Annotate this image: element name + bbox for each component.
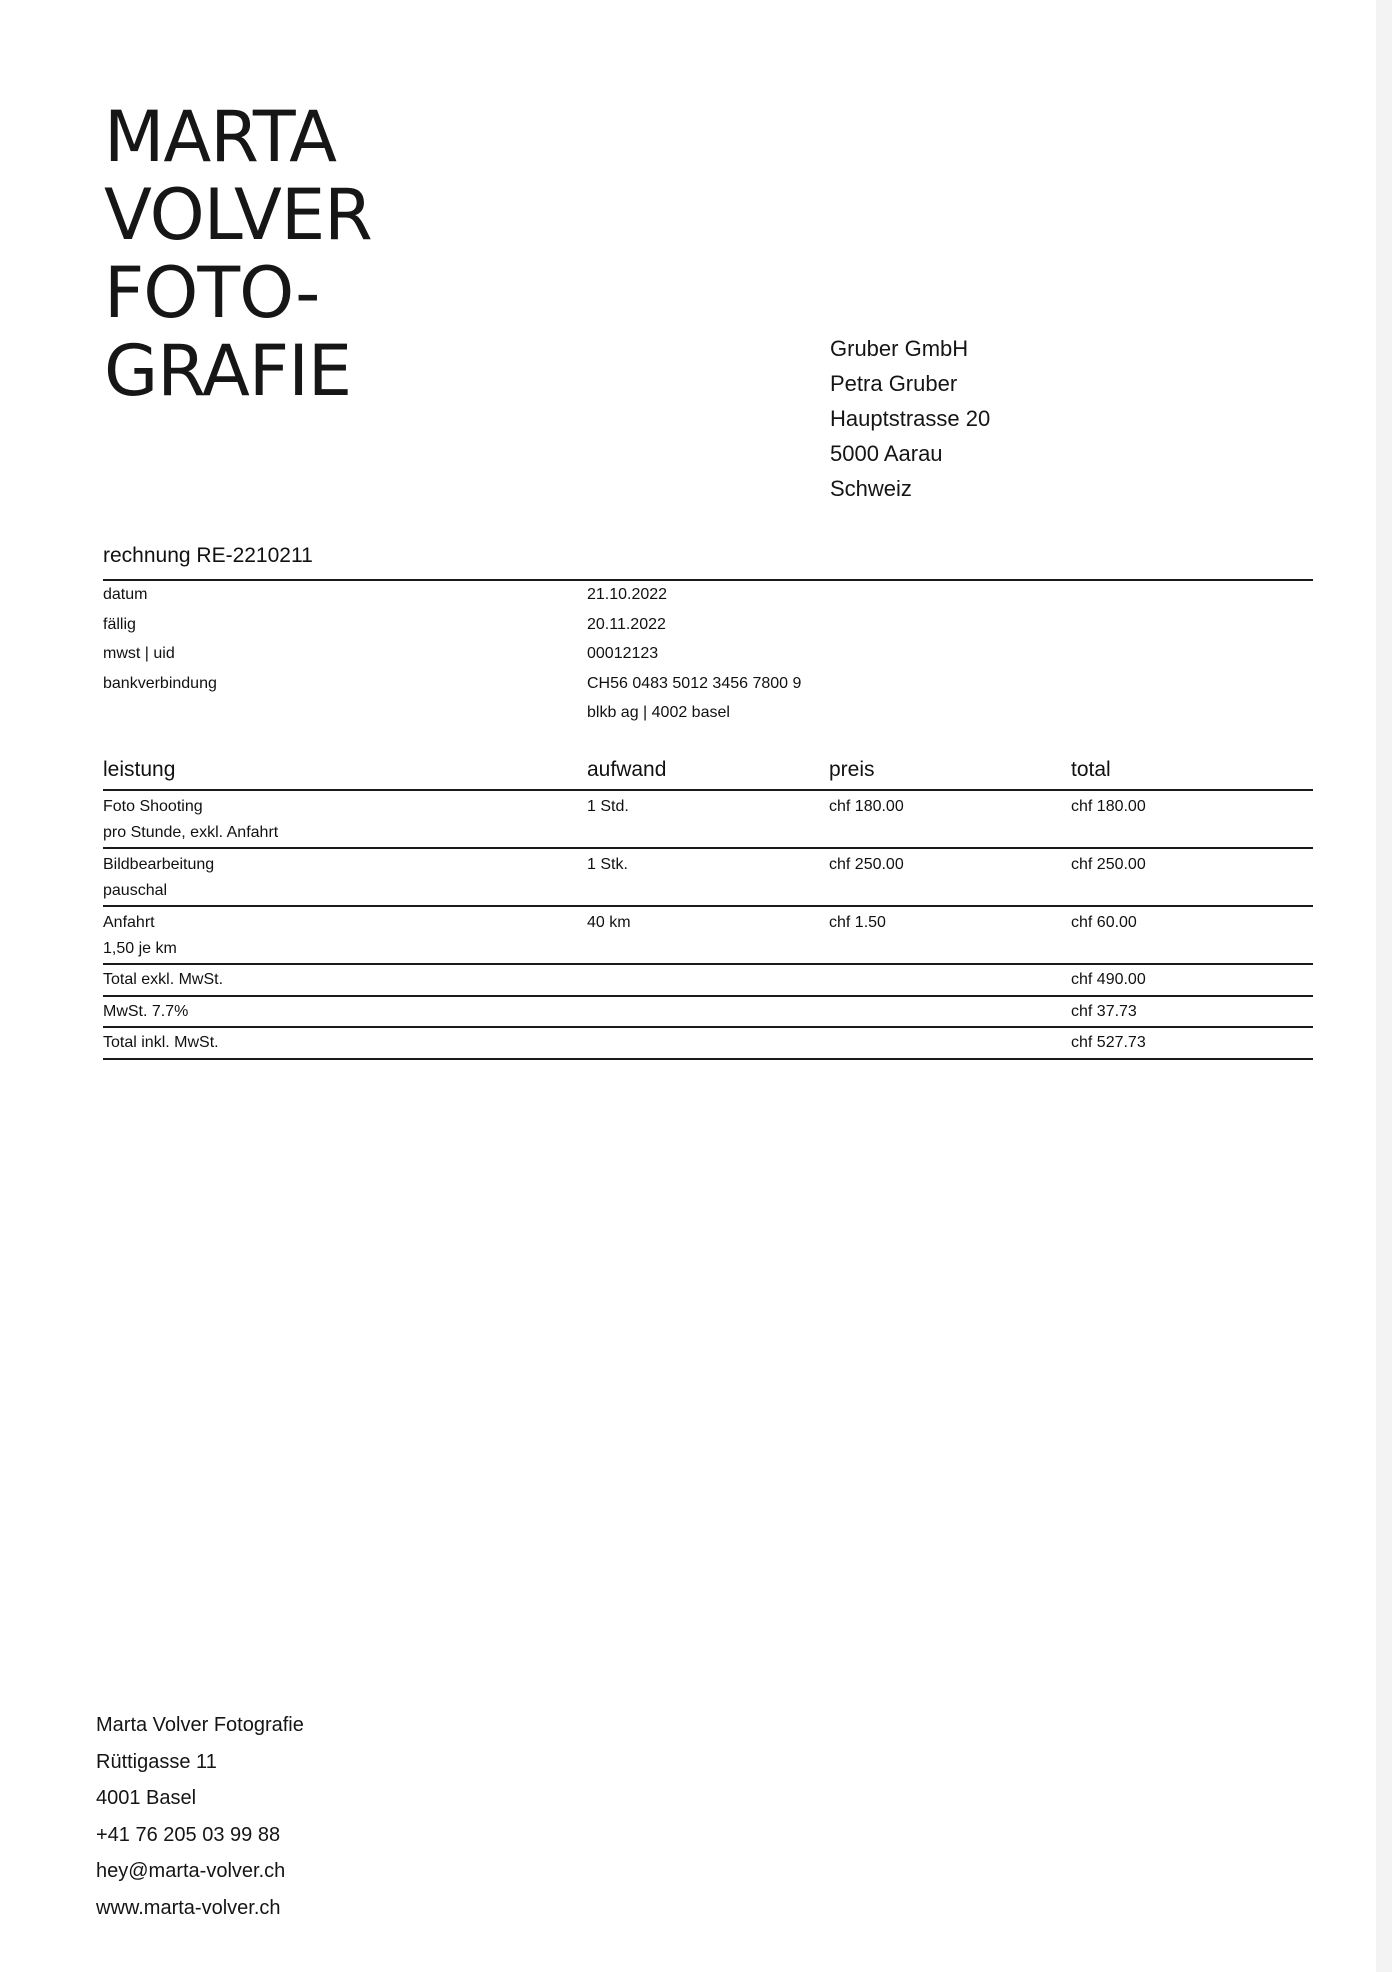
meta-value: blkb ag | 4002 basel <box>587 704 730 721</box>
invoice-meta <box>103 586 1313 734</box>
meta-row-date <box>103 586 1313 616</box>
meta-row-vat <box>103 645 1313 675</box>
summary-value: chf 37.73 <box>1071 1002 1137 1020</box>
summary-label: Total exkl. MwSt. <box>103 971 224 988</box>
summary-value: chf 490.00 <box>1071 971 1146 988</box>
item-total: chf 250.00 <box>1071 856 1146 873</box>
recipient-city: 5000 Aarau <box>830 441 943 466</box>
logo-line-1: MARTA <box>104 96 337 178</box>
footer-street: Rüttigasse 11 <box>96 1750 217 1773</box>
meta-row-bank-name <box>103 704 1313 734</box>
summary-value: chf 527.73 <box>1071 1034 1146 1051</box>
item-quantity: 1 Stk. <box>587 856 628 873</box>
item-description: pauschal <box>103 882 168 899</box>
footer-city: 4001 Basel <box>96 1787 197 1809</box>
summary-row-net <box>103 963 1313 995</box>
meta-label: mwst | uid <box>103 645 175 662</box>
item-description: 1,50 je km <box>103 940 177 957</box>
summary-label: MwSt. 7.7% <box>103 1002 189 1020</box>
meta-value: CH56 0483 5012 3456 7800 9 <box>587 674 802 692</box>
item-price: chf 1.50 <box>829 914 886 931</box>
meta-value: 21.10.2022 <box>587 586 668 603</box>
item-name: Foto Shooting <box>103 798 203 815</box>
invoice-title: rechnung RE-2210211 <box>103 544 313 567</box>
footer-email: hey@marta-volver.ch <box>96 1860 286 1882</box>
footer-name: Marta Volver Fotografie <box>96 1714 304 1736</box>
table-row <box>103 789 1313 847</box>
table-header <box>103 758 1313 789</box>
item-name: Anfahrt <box>103 914 155 931</box>
header-total: total <box>1071 758 1111 781</box>
meta-label: bankverbindung <box>103 674 217 692</box>
header-price: preis <box>829 758 875 781</box>
meta-label: datum <box>103 586 148 603</box>
summary-row-vat <box>103 995 1313 1027</box>
item-quantity: 40 km <box>587 914 631 931</box>
title-divider <box>103 579 1313 581</box>
item-total: chf 60.00 <box>1071 914 1137 931</box>
line-items-table <box>103 758 1313 1060</box>
footer-website: www.marta-volver.ch <box>96 1896 281 1919</box>
header-effort: aufwand <box>587 758 667 781</box>
item-total: chf 180.00 <box>1071 798 1146 815</box>
company-logo <box>104 98 372 410</box>
summary-label: Total inkl. MwSt. <box>103 1034 219 1051</box>
table-row <box>103 847 1313 905</box>
logo-line-3: FOTO- <box>104 252 320 334</box>
item-description: pro Stunde, exkl. Anfahrt <box>103 824 279 841</box>
meta-value: 20.11.2022 <box>587 615 666 633</box>
recipient-address <box>830 331 990 506</box>
recipient-company: Gruber GmbH <box>830 336 969 361</box>
item-quantity: 1 Std. <box>587 798 629 815</box>
logo-line-4: GRAFIE <box>104 330 352 412</box>
summary-row-gross <box>103 1026 1313 1060</box>
header-service: leistung <box>103 758 176 781</box>
recipient-contact: Petra Gruber <box>830 371 958 396</box>
item-name: Bildbearbeitung <box>103 856 215 873</box>
meta-value: 00012123 <box>587 645 659 662</box>
recipient-country: Schweiz <box>830 476 912 501</box>
logo-line-2: VOLVER <box>104 174 372 256</box>
meta-row-bank <box>103 675 1313 705</box>
item-price: chf 180.00 <box>829 798 904 815</box>
footer-phone: +41 76 205 03 99 88 <box>96 1823 281 1846</box>
recipient-street: Hauptstrasse 20 <box>830 406 991 431</box>
item-price: chf 250.00 <box>829 856 904 873</box>
sender-footer <box>96 1707 304 1926</box>
meta-label: fällig <box>103 615 136 633</box>
meta-row-due <box>103 616 1313 646</box>
table-row <box>103 905 1313 963</box>
